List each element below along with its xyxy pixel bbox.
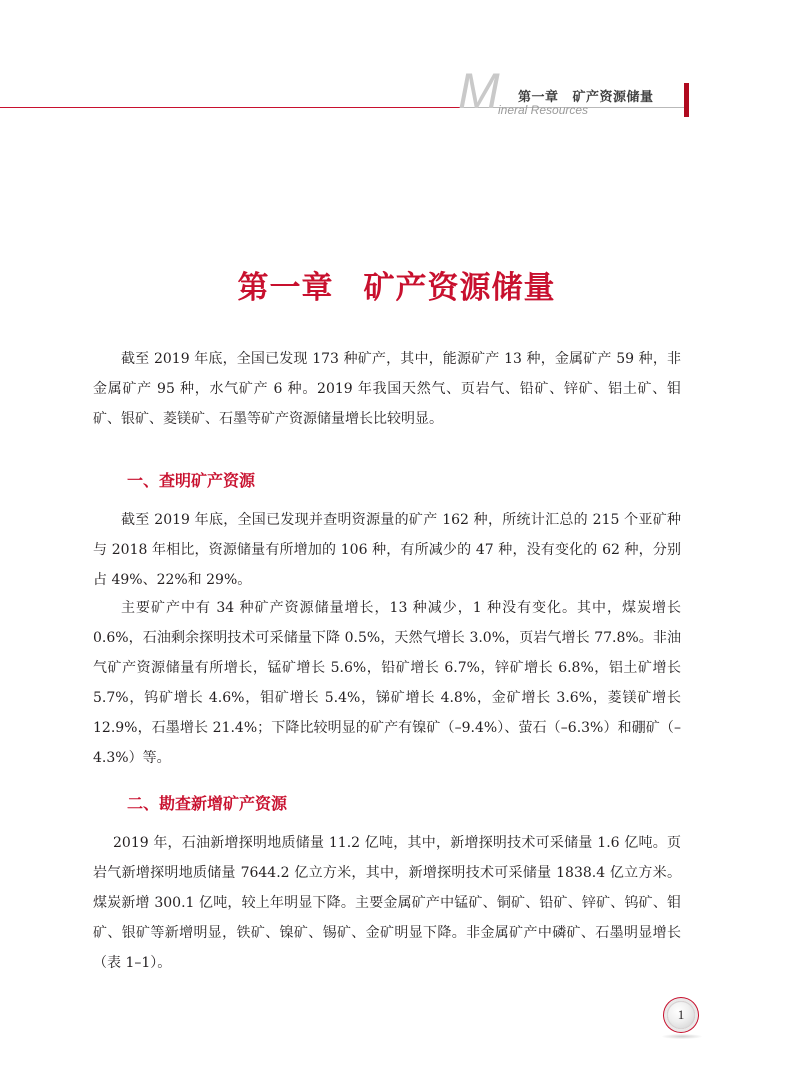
- section-2-paragraph-1: 2019 年，石油新增探明地质储量 11.2 亿吨，其中，新增探明技术可采储量 1.6 亿吨。页岩气新增探明地质储量 7644.2 亿立方米，其中，新增探明技术可采储量 1838.4 亿立方米。煤炭新增 300.1 亿吨，较上年明显下降。主要金属矿产中锰矿、铜矿、铅矿、锌矿、钨矿、钼矿、银矿等新增明显，铁矿、镍矿、锡矿、金矿明显下降。非金属矿产中磷矿、石墨明显增长（表 1–1）。: [93, 835, 681, 971]
- running-header-chapter: [518, 86, 654, 105]
- intro-paragraph: 截至 2019 年底，全国已发现 173 种矿产，其中，能源矿产 13 种，金属矿产 59 种，非金属矿产 95 种，水气矿产 6 种。2019 年我国天然气、页岩气、铅矿、锌矿、铝土矿、钼矿、银矿、菱镁矿、石墨等矿产资源储量增长比较明显。: [93, 351, 681, 427]
- page-number-shadow: [662, 1034, 702, 1039]
- chapter-title-name: 矿产资源储量: [363, 270, 556, 306]
- running-header-chapter-name: 矿产资源储量: [572, 90, 654, 105]
- header-accent-bar: [684, 83, 689, 117]
- section-1-paragraph-2: 主要矿产中有 34 种矿产资源储量增长，13 种减少，1 种没有变化。其中，煤炭增长 0.6%，石油剩余探明技术可采储量下降 0.5%，天然气增长 3.0%，页岩气增长 77.8%。非油气矿产资源储量有所增长，锰矿增长 5.6%，铅矿增长 6.7%，锌矿增长 6.8%，铝土矿增长 5.7%，钨矿增长 4.6%，钼矿增长 5.4%，锑矿增长 4.8%，金矿增长 3.6%，菱镁矿增长 12.9%，石墨增长 21.4%；下降比较明显的矿产有镍矿（–9.4%）、萤石（–6.3%）和硼矿（–4.3%）等。: [93, 600, 681, 766]
- header-rule-red: [0, 107, 462, 108]
- running-header-chapter-number: 第一章: [518, 90, 559, 105]
- header-logo-letter: M: [458, 63, 500, 119]
- chapter-title-number: 第一章: [237, 270, 334, 306]
- section-heading-2: 二、勘查新增矿产资源: [127, 794, 288, 813]
- header-logo-subtitle: ineral Resources: [498, 103, 589, 117]
- section-1-paragraph-1: 截至 2019 年底，全国已发现并查明资源量的矿产 162 种，所统计汇总的 215 个亚矿种与 2018 年相比，资源储量有所增加的 106 种，有所减少的 47 种，没有变化的 62 种，分别占 49%、22%和 29%。: [93, 512, 681, 588]
- section-heading-1: 一、查明矿产资源: [127, 471, 256, 490]
- page-number: 1: [667, 1001, 695, 1029]
- chapter-title: [0, 262, 793, 307]
